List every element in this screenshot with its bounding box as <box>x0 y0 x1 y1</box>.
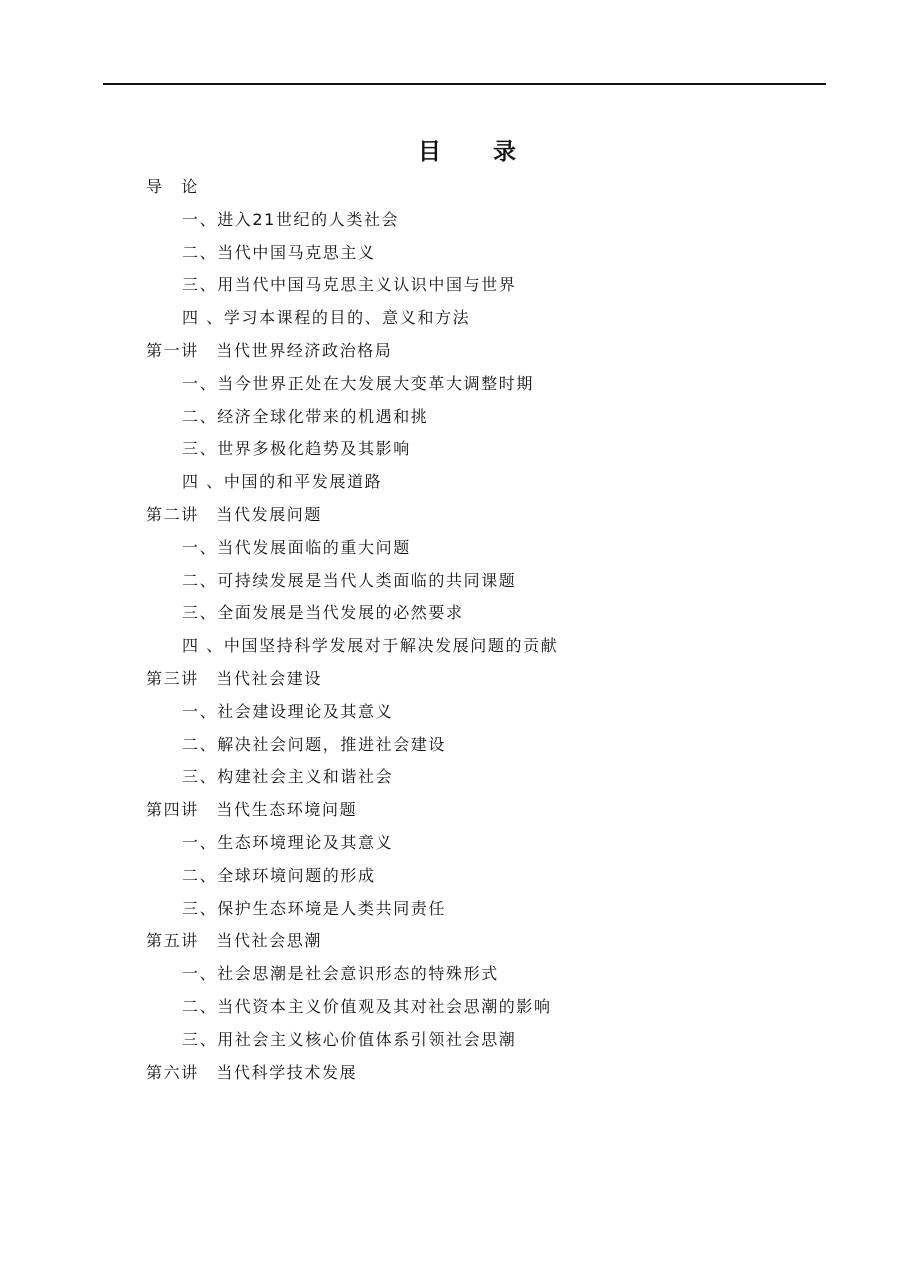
toc-section-entry: 二、经济全球化带来的机遇和挑 <box>182 406 429 426</box>
toc-section-entry: 三、用当代中国马克思主义认识中国与世界 <box>182 275 517 295</box>
header-rule <box>103 83 826 85</box>
toc-chapter-entry: 第一讲 当代世界经济政治格局 <box>146 340 393 360</box>
toc-chapter-entry: 第四讲 当代生态环境问题 <box>146 800 358 820</box>
toc-section-entry: 一、社会思潮是社会意识形态的特殊形式 <box>182 964 499 984</box>
toc-section-entry: 三、构建社会主义和谐社会 <box>182 767 394 787</box>
toc-section-entry: 一、当今世界正处在大发展大变革大调整时期 <box>182 373 535 393</box>
toc-section-entry: 一、进入21世纪的人类社会 <box>182 209 400 229</box>
toc-chapter-entry: 第五讲 当代社会思潮 <box>146 931 323 951</box>
toc-section-entry: 四 、学习本课程的目的、意义和方法 <box>182 308 471 328</box>
toc-section-entry: 三、用社会主义核心价值体系引领社会思潮 <box>182 1029 517 1049</box>
toc-section-entry: 三、世界多极化趋势及其影响 <box>182 439 411 459</box>
toc-section-entry: 三、保护生态环境是人类共同责任 <box>182 898 447 918</box>
toc-section-entry: 一、社会建设理论及其意义 <box>182 701 394 721</box>
toc-section-entry: 二、可持续发展是当代人类面临的共同课题 <box>182 570 517 590</box>
toc-section-entry: 二、全球环境问题的形成 <box>182 865 376 885</box>
toc-chapter-entry: 第二讲 当代发展问题 <box>146 504 323 524</box>
toc-section-entry: 二、解决社会问题，推进社会建设 <box>182 734 447 754</box>
table-of-contents <box>0 171 909 1089</box>
toc-chapter-entry: 导 论 <box>146 177 199 196</box>
toc-section-entry: 四 、中国的和平发展道路 <box>182 472 383 492</box>
toc-section-entry: 二、当代中国马克思主义 <box>182 242 376 262</box>
toc-section-entry: 二、当代资本主义价值观及其对社会思潮的影响 <box>182 996 552 1016</box>
toc-section-entry: 三、全面发展是当代发展的必然要求 <box>182 603 464 623</box>
toc-chapter-entry: 第三讲 当代社会建设 <box>146 668 323 688</box>
toc-chapter-entry: 第六讲 当代科学技术发展 <box>146 1062 358 1082</box>
toc-section-entry: 四 、中国坚持科学发展对于解决发展问题的贡献 <box>182 636 559 656</box>
page-title: 目 录 <box>418 139 518 165</box>
toc-section-entry: 一、当代发展面临的重大问题 <box>182 537 411 557</box>
toc-section-entry: 一、生态环境理论及其意义 <box>182 832 394 852</box>
